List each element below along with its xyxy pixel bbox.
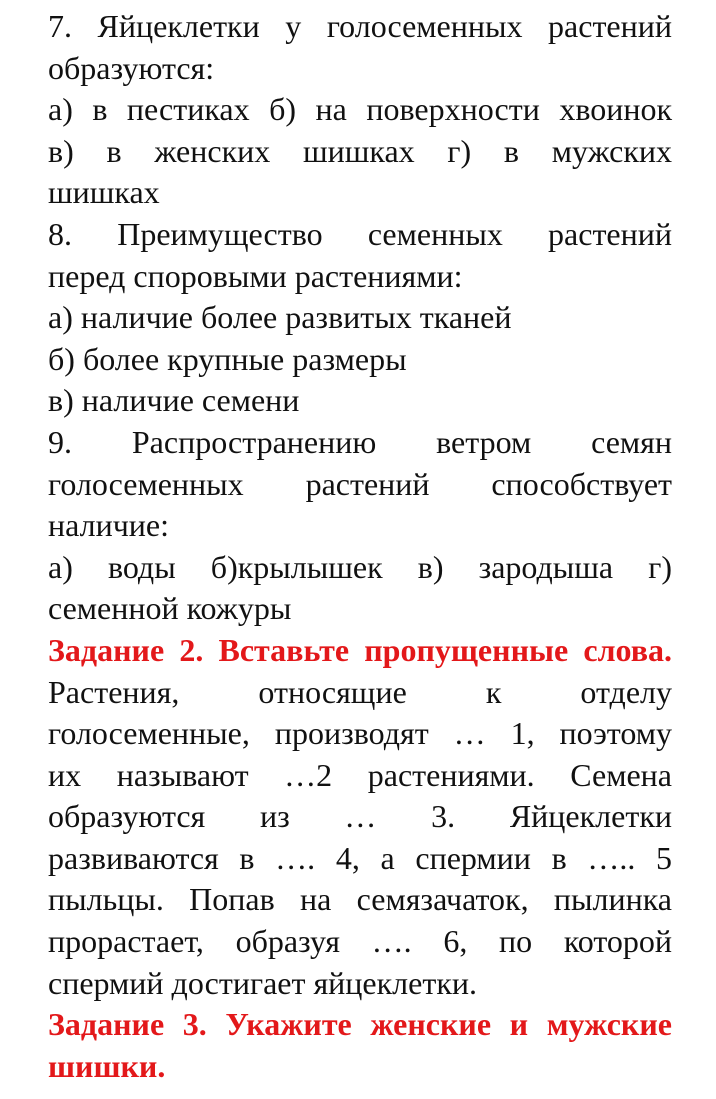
question-8-option-c: в) наличие семени [48, 382, 300, 419]
question-9-text: 9. Распространению ветром семян [48, 423, 672, 460]
task-2-paragraph-line-1: Растения, относящие к отделу [48, 673, 672, 710]
question-8-text: 8. Преимущество семенных растений [48, 215, 672, 252]
question-7-options-continued: в) в женских шишках г) в мужских [48, 132, 672, 169]
question-9-options: а) воды б)крылышек в) зародыша г) [48, 548, 672, 585]
task-2-paragraph-line-5: развиваются в …. 4, а спермии в ….. 5 [48, 839, 672, 876]
task-2-paragraph-line-6: пыльцы. Попав на семязачаток, пылинка [48, 881, 672, 918]
question-7-options-end: шишках [48, 174, 160, 211]
document-page [48, 6, 672, 1087]
task-2-paragraph-line-3: их называют …2 растениями. Семена [48, 756, 672, 793]
question-8-option-b: б) более крупные размеры [48, 340, 407, 377]
task-3-heading-continued: шишки. [48, 1047, 166, 1084]
task-2-paragraph-line-7: прорастает, образуя …. 6, по которой [48, 923, 672, 960]
task-2-paragraph-line-8: спермий достигает яйцеклетки. [48, 964, 477, 1001]
question-7-text: 7. Яйцеклетки у голосеменных растений [48, 8, 672, 44]
question-9-options-end: семенной кожуры [48, 590, 292, 627]
question-9-text-end: наличие: [48, 507, 170, 544]
question-8-option-a: а) наличие более развитых тканей [48, 299, 512, 336]
question-7-options: а) в пестиках б) на поверхности хвоинок [48, 91, 672, 128]
question-9-text-continued: голосеменных растений способствует [48, 465, 672, 502]
question-7-text-continued: образуются: [48, 49, 215, 86]
task-2-paragraph-line-2: голосеменные, производят … 1, поэтому [48, 715, 672, 752]
question-8-text-continued: перед споровыми растениями: [48, 257, 463, 294]
task-2-heading: Задание 2. Вставьте пропущенные слова. [48, 631, 672, 668]
task-3-heading: Задание 3. Укажите женские и мужские [48, 1006, 672, 1043]
task-2-paragraph-line-4: образуются из … 3. Яйцеклетки [48, 798, 672, 835]
